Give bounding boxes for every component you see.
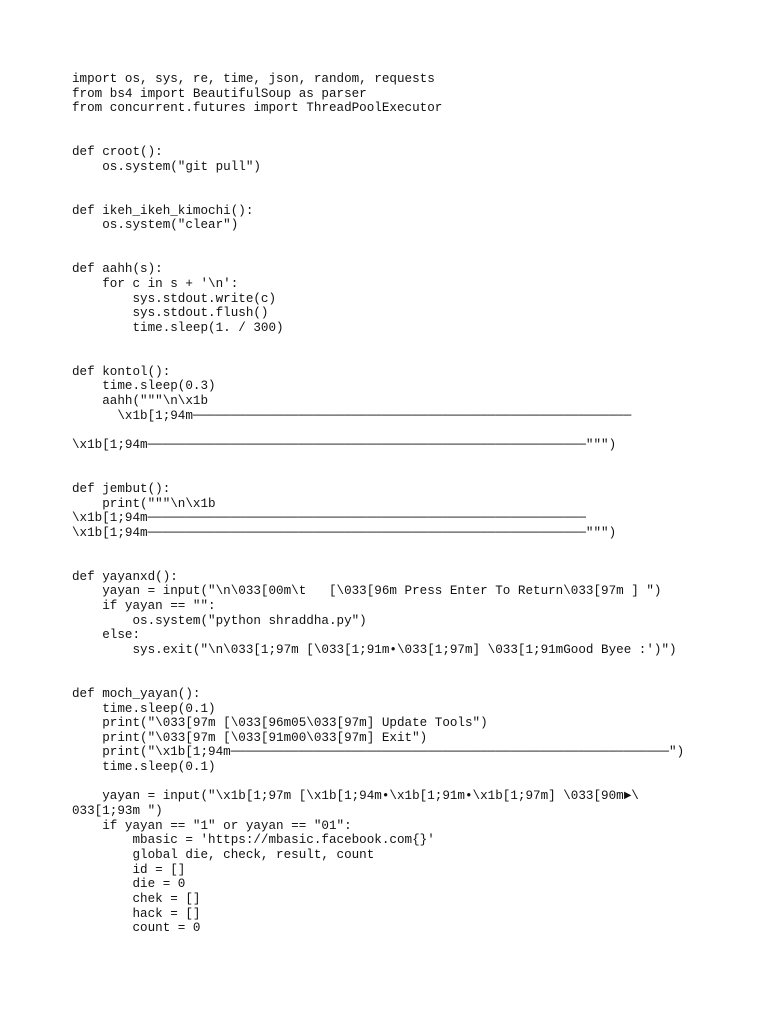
code-line: die = 0	[72, 877, 186, 892]
code-line	[72, 658, 762, 673]
code-line	[72, 131, 762, 146]
code-line: for c in s + '\n':	[72, 276, 239, 291]
code-line: def kontol():	[72, 364, 171, 379]
code-line: print("""\n\x1b	[72, 496, 216, 511]
code-line	[72, 350, 762, 365]
code-line: def yayanxd():	[72, 569, 178, 584]
code-line: time.sleep(1. / 300)	[72, 320, 284, 335]
code-line: os.system("python shraddha.py")	[72, 613, 367, 628]
code-line: \x1b[1;94m──────────────────────────────────────────────────────────	[72, 511, 586, 526]
code-line: print("\033[97m [\033[96m05\033[97m] Update Tools")	[72, 716, 488, 731]
code-line	[72, 174, 762, 189]
code-line: \x1b[1;94m──────────────────────────────────────────────────────────""")	[72, 525, 617, 540]
code-line: else:	[72, 628, 141, 643]
code-listing	[72, 72, 762, 936]
code-line	[72, 423, 762, 438]
code-line: \x1b[1;94m──────────────────────────────────────────────────────────	[72, 408, 632, 423]
code-line: id = []	[72, 862, 186, 877]
code-line: print("\033[97m [\033[91m00\033[97m] Exit")	[72, 730, 428, 745]
code-line: def croot():	[72, 145, 163, 160]
code-line: \x1b[1;94m──────────────────────────────────────────────────────────""")	[72, 438, 617, 453]
code-line	[72, 453, 762, 468]
code-line: yayan = input("\n\033[00m\t [\033[96m Press Enter To Return\033[97m ] ")	[72, 584, 662, 599]
code-line	[72, 248, 762, 263]
code-line: from bs4 import BeautifulSoup as parser	[72, 86, 367, 101]
code-line: from concurrent.futures import ThreadPoolExecutor	[72, 101, 443, 116]
code-line: def jembut():	[72, 481, 171, 496]
code-line	[72, 467, 762, 482]
code-line: hack = []	[72, 906, 201, 921]
code-line: import os, sys, re, time, json, random, requests	[72, 72, 435, 86]
code-line: print("\x1b[1;94m──────────────────────────────────────────────────────────")	[72, 745, 685, 760]
code-line: yayan = input("\x1b[1;97m [\x1b[1;94m•\x1b[1;91m•\x1b[1;97m] \033[90m►\	[72, 789, 639, 804]
code-line: if yayan == "1" or yayan == "01":	[72, 818, 352, 833]
code-line: time.sleep(0.3)	[72, 379, 216, 394]
code-line	[72, 189, 762, 204]
code-line	[72, 336, 762, 351]
code-line: def aahh(s):	[72, 262, 163, 277]
code-line: chek = []	[72, 891, 201, 906]
code-line	[72, 775, 762, 790]
code-line: if yayan == "":	[72, 599, 216, 614]
code-line: def moch_yayan():	[72, 686, 201, 701]
code-line: time.sleep(0.1)	[72, 760, 216, 775]
code-line	[72, 541, 762, 556]
code-line	[72, 555, 762, 570]
code-line: count = 0	[72, 921, 201, 936]
code-line: aahh("""\n\x1b	[72, 394, 209, 409]
code-line: time.sleep(0.1)	[72, 701, 216, 716]
code-line	[72, 116, 762, 131]
code-line	[72, 672, 762, 687]
code-line: sys.stdout.write(c)	[72, 291, 277, 306]
code-line: mbasic = 'https://mbasic.facebook.com{}'	[72, 833, 435, 848]
code-line	[72, 233, 762, 248]
code-line: sys.stdout.flush()	[72, 306, 269, 321]
code-line: os.system("clear")	[72, 218, 239, 233]
code-line: sys.exit("\n\033[1;97m [\033[1;91m•\033[1;97m] \033[1;91mGood Byee :')")	[72, 642, 677, 657]
code-line: os.system("git pull")	[72, 159, 261, 174]
code-line: global die, check, result, count	[72, 847, 375, 862]
code-line: 033[1;93m ")	[72, 804, 163, 819]
code-line: def ikeh_ikeh_kimochi():	[72, 203, 254, 218]
